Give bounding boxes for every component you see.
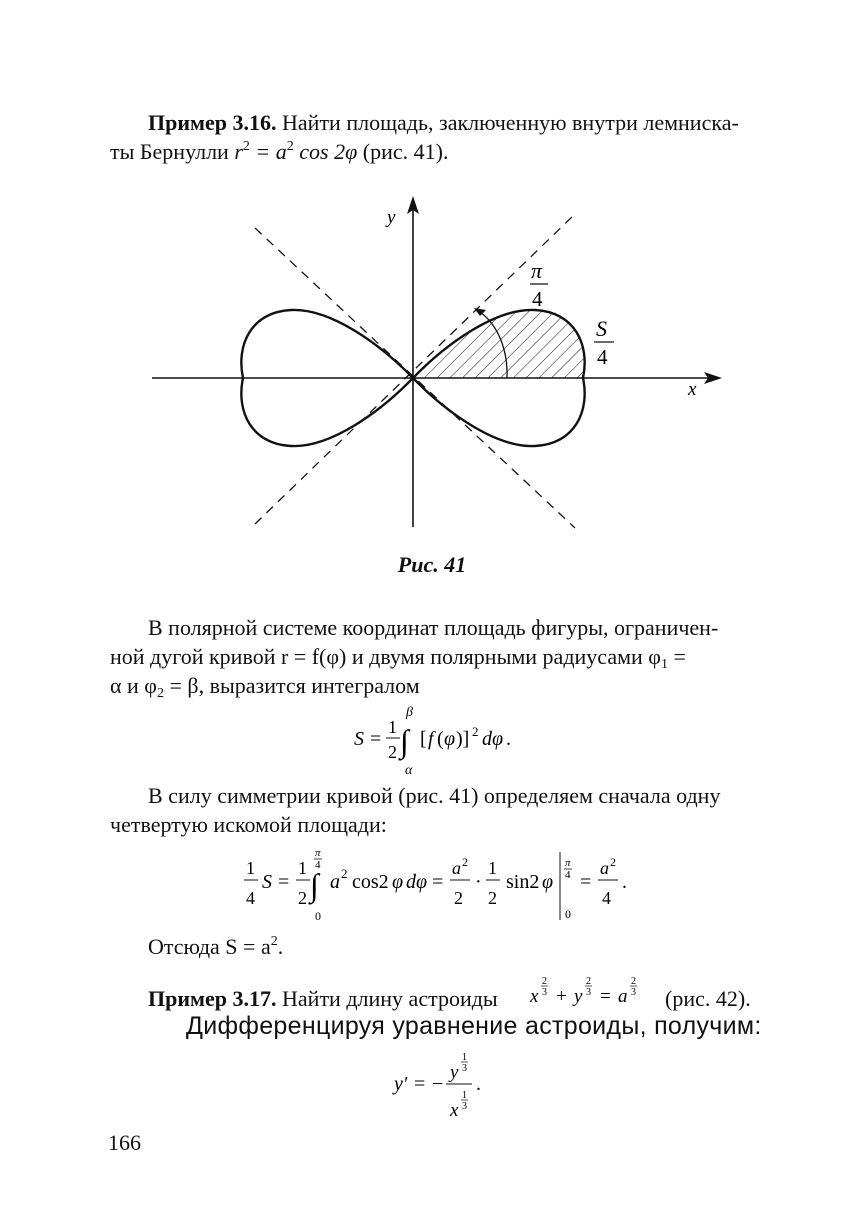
- svg-text:0: 0: [565, 907, 571, 921]
- svg-text:S: S: [262, 871, 272, 893]
- polar-line3: α и φ: [110, 673, 157, 698]
- svg-text:2: 2: [542, 976, 547, 987]
- symmetry-line2: четвертую искомой площади:: [110, 812, 387, 837]
- svg-text:[: [: [420, 728, 427, 750]
- svg-text:)]: )]: [456, 728, 470, 750]
- svg-text:π: π: [315, 847, 321, 859]
- example-3-17-text: Найти длину астроиды: [276, 986, 498, 1011]
- polar-line3-rest: = β, выразится интегралом: [164, 673, 420, 698]
- svg-text:a: a: [600, 858, 609, 878]
- x-axis-label: x: [688, 379, 697, 400]
- polar-paragraph: В полярной системе координат площадь фигуры, ограничен- ной дугой кривой r = f(φ) и двумя полярными радиусами $\varphi_1$ = α и $\varphi_2 = \beta$, выразится интегралом: [110, 615, 719, 701]
- svg-text:2: 2: [610, 855, 616, 869]
- svg-text:1: 1: [462, 1052, 467, 1063]
- svg-text:0: 0: [315, 909, 321, 923]
- svg-text:=: =: [580, 871, 592, 893]
- svg-text:3: 3: [542, 987, 547, 998]
- svg-text:dφ: dφ: [406, 871, 428, 893]
- svg-text:2: 2: [631, 976, 636, 987]
- svg-text:2: 2: [472, 724, 479, 739]
- svg-text:2: 2: [586, 976, 591, 987]
- svg-text:3: 3: [631, 987, 636, 998]
- svg-text:.: .: [506, 728, 511, 750]
- svg-text:−: −: [432, 1073, 444, 1095]
- svg-text:.: .: [622, 871, 627, 893]
- svg-text:=: =: [370, 728, 382, 750]
- y-axis-label: y: [387, 207, 396, 228]
- derivative-formula: [390, 1046, 510, 1126]
- svg-text:1: 1: [462, 1090, 467, 1101]
- symmetry-line1: В силу симметрии кривой (рис. 41) определяем сначала одну: [148, 783, 721, 808]
- figure-caption: Рис. 41: [397, 552, 467, 577]
- differentiate-line: Дифференцируя уравнение астроиды, получим:: [186, 1012, 762, 1040]
- polar-line1: В полярной системе координат площадь фигуры, ограничен-: [148, 615, 719, 640]
- quarter-area-formula: [240, 838, 640, 928]
- example-3-16-label: Пример 3.16.: [148, 110, 277, 135]
- svg-text:4: 4: [315, 859, 321, 871]
- astroid-equation: [500, 970, 660, 1010]
- formula-eq: = a: [249, 139, 287, 164]
- example-3-17-label: Пример 3.17.: [148, 986, 277, 1011]
- svg-text:(: (: [437, 728, 444, 750]
- svg-text:2: 2: [454, 888, 463, 908]
- svg-text:1: 1: [298, 858, 307, 878]
- svg-text:∫: ∫: [400, 723, 409, 759]
- svg-text:2: 2: [341, 866, 348, 881]
- example-3-16-line2: ты Бернулли: [110, 139, 235, 164]
- polar-line2: ной дугой кривой r = f(φ) и двумя полярными радиусами φ: [110, 644, 661, 669]
- svg-text:β: β: [406, 705, 413, 720]
- svg-text:a: a: [618, 986, 628, 1007]
- area-label-numerator: S: [596, 316, 607, 341]
- svg-text:f: f: [428, 728, 434, 750]
- example-3-17-ref: (рис. 42).: [665, 986, 751, 1011]
- svg-text:dφ: dφ: [482, 728, 504, 750]
- svg-text:2: 2: [488, 888, 497, 908]
- symmetry-paragraph: [110, 781, 765, 839]
- svg-text:α: α: [405, 763, 413, 778]
- svg-text:+: +: [556, 986, 567, 1007]
- svg-text:a: a: [452, 858, 461, 878]
- svg-text:π: π: [565, 857, 571, 869]
- svg-text:x: x: [450, 1100, 459, 1121]
- area-label-denominator: 4: [597, 345, 608, 369]
- svg-text:y: y: [450, 1062, 459, 1083]
- svg-text:y′: y′: [394, 1073, 408, 1095]
- lemniscate-figure: [140, 190, 740, 535]
- result-line: Отсюда $S = a^2$.: [148, 934, 284, 959]
- angle-label-numerator: π: [531, 258, 543, 283]
- svg-text:3: 3: [586, 987, 591, 998]
- svg-text:2: 2: [298, 888, 307, 908]
- hatched-area: [413, 310, 585, 378]
- svg-text:sin2: sin2: [506, 871, 540, 893]
- area-integral-formula: [350, 700, 550, 778]
- svg-text:x: x: [530, 986, 539, 1007]
- svg-text:4: 4: [246, 888, 255, 908]
- svg-text:S: S: [354, 728, 364, 750]
- svg-text:·: ·: [475, 871, 482, 893]
- svg-text:2: 2: [388, 742, 397, 762]
- svg-text:2: 2: [462, 855, 468, 869]
- svg-text:φ: φ: [542, 871, 554, 893]
- svg-text:1: 1: [388, 717, 397, 737]
- svg-text:∫: ∫: [310, 867, 319, 903]
- svg-text:=: =: [600, 986, 611, 1007]
- angle-label-denominator: 4: [532, 287, 543, 311]
- svg-text:=: =: [278, 871, 290, 893]
- page-number: 166: [108, 1130, 141, 1155]
- example-3-16-ref: (рис. 41).: [357, 139, 449, 164]
- example-3-16-line1: Найти площадь, заключенную внутри лемниска-: [276, 110, 739, 135]
- example-3-16-paragraph: Пример 3.16. Найти площадь, заключенную внутри лемниска- ты Бернулли $r^2 = a^2$ cos 2φ (рис. 41).: [110, 110, 739, 164]
- svg-text:φ: φ: [392, 871, 404, 893]
- svg-text:3: 3: [462, 1101, 467, 1112]
- svg-text:cos2: cos2: [352, 871, 389, 893]
- svg-text:φ: φ: [444, 728, 456, 750]
- svg-text:=: =: [432, 871, 444, 893]
- svg-text:=: =: [414, 1073, 426, 1095]
- svg-text:a: a: [330, 871, 340, 893]
- svg-text:.: .: [476, 1073, 481, 1095]
- formula-r: r: [234, 139, 243, 164]
- svg-text:1: 1: [246, 858, 255, 878]
- svg-text:4: 4: [602, 888, 611, 908]
- result-text: Отсюда S = a: [148, 934, 271, 959]
- svg-text:y: y: [574, 986, 583, 1007]
- svg-text:4: 4: [565, 869, 571, 881]
- formula-rest: cos 2φ: [293, 139, 358, 164]
- svg-text:1: 1: [488, 858, 497, 878]
- svg-text:3: 3: [462, 1063, 467, 1074]
